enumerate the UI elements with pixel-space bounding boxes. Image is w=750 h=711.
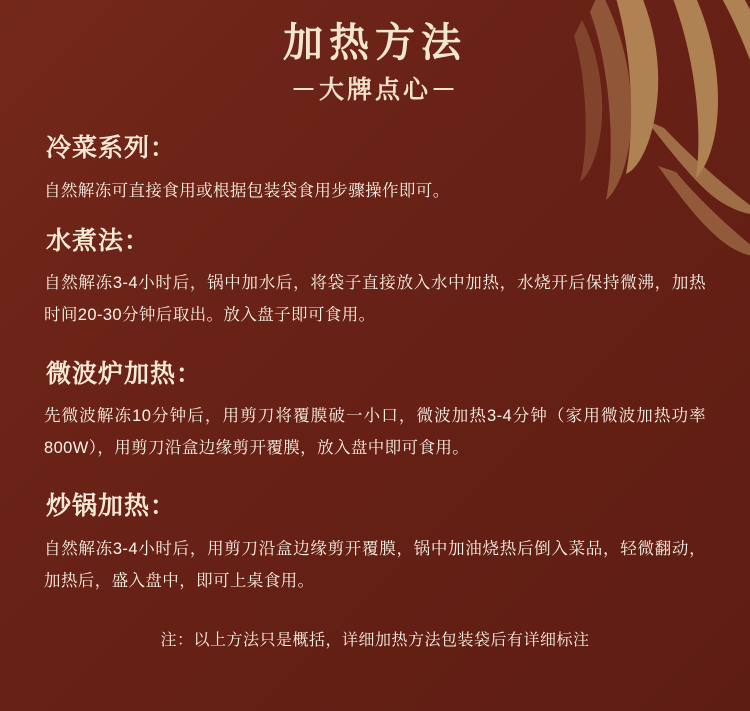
page-subtitle: －大牌点心－ bbox=[290, 77, 459, 104]
section-heading-boiling: 水煮法： bbox=[46, 226, 151, 255]
section-body-microwave: 先微波解冻10分钟后，用剪刀将覆膜破一小口，微波加热3-4分钟（家用微波加热功率800W），用剪刀沿盒边缘剪开覆膜，放入盘中即可食用。 bbox=[44, 407, 706, 458]
section-body-boiling: 自然解冻3-4小时后，锅中加水后，将袋子直接放入水中加热，水烧开后保持微沸，加热时间20-30分钟后取出。放入盘子即可食用。 bbox=[44, 274, 706, 325]
section-heading-pan-frying: 炒锅加热： bbox=[46, 492, 177, 521]
footer-note: 注：以上方法只是概括，详细加热方法包装袋后有详细标注 bbox=[160, 632, 590, 650]
section-heading-microwave: 微波炉加热： bbox=[46, 359, 203, 388]
section-heading-cold-dishes: 冷菜系列： bbox=[46, 134, 177, 162]
section-cold-dishes bbox=[42, 132, 708, 207]
section-body-pan-frying: 自然解冻3-4小时后，用剪刀沿盒边缘剪开覆膜，锅中加油烧热后倒入菜品，轻微翻动，加热后，盛入盘中，即可上桌食用。 bbox=[44, 539, 706, 591]
section-pan-frying bbox=[42, 490, 708, 597]
section-body-cold-dishes: 自然解冻可直接食用或根据包装袋食用步骤操作即可。 bbox=[44, 181, 450, 200]
page-title: 加热方法 bbox=[283, 20, 467, 65]
section-boiling bbox=[42, 225, 708, 332]
section-microwave bbox=[42, 358, 708, 465]
title-block bbox=[42, 0, 708, 106]
